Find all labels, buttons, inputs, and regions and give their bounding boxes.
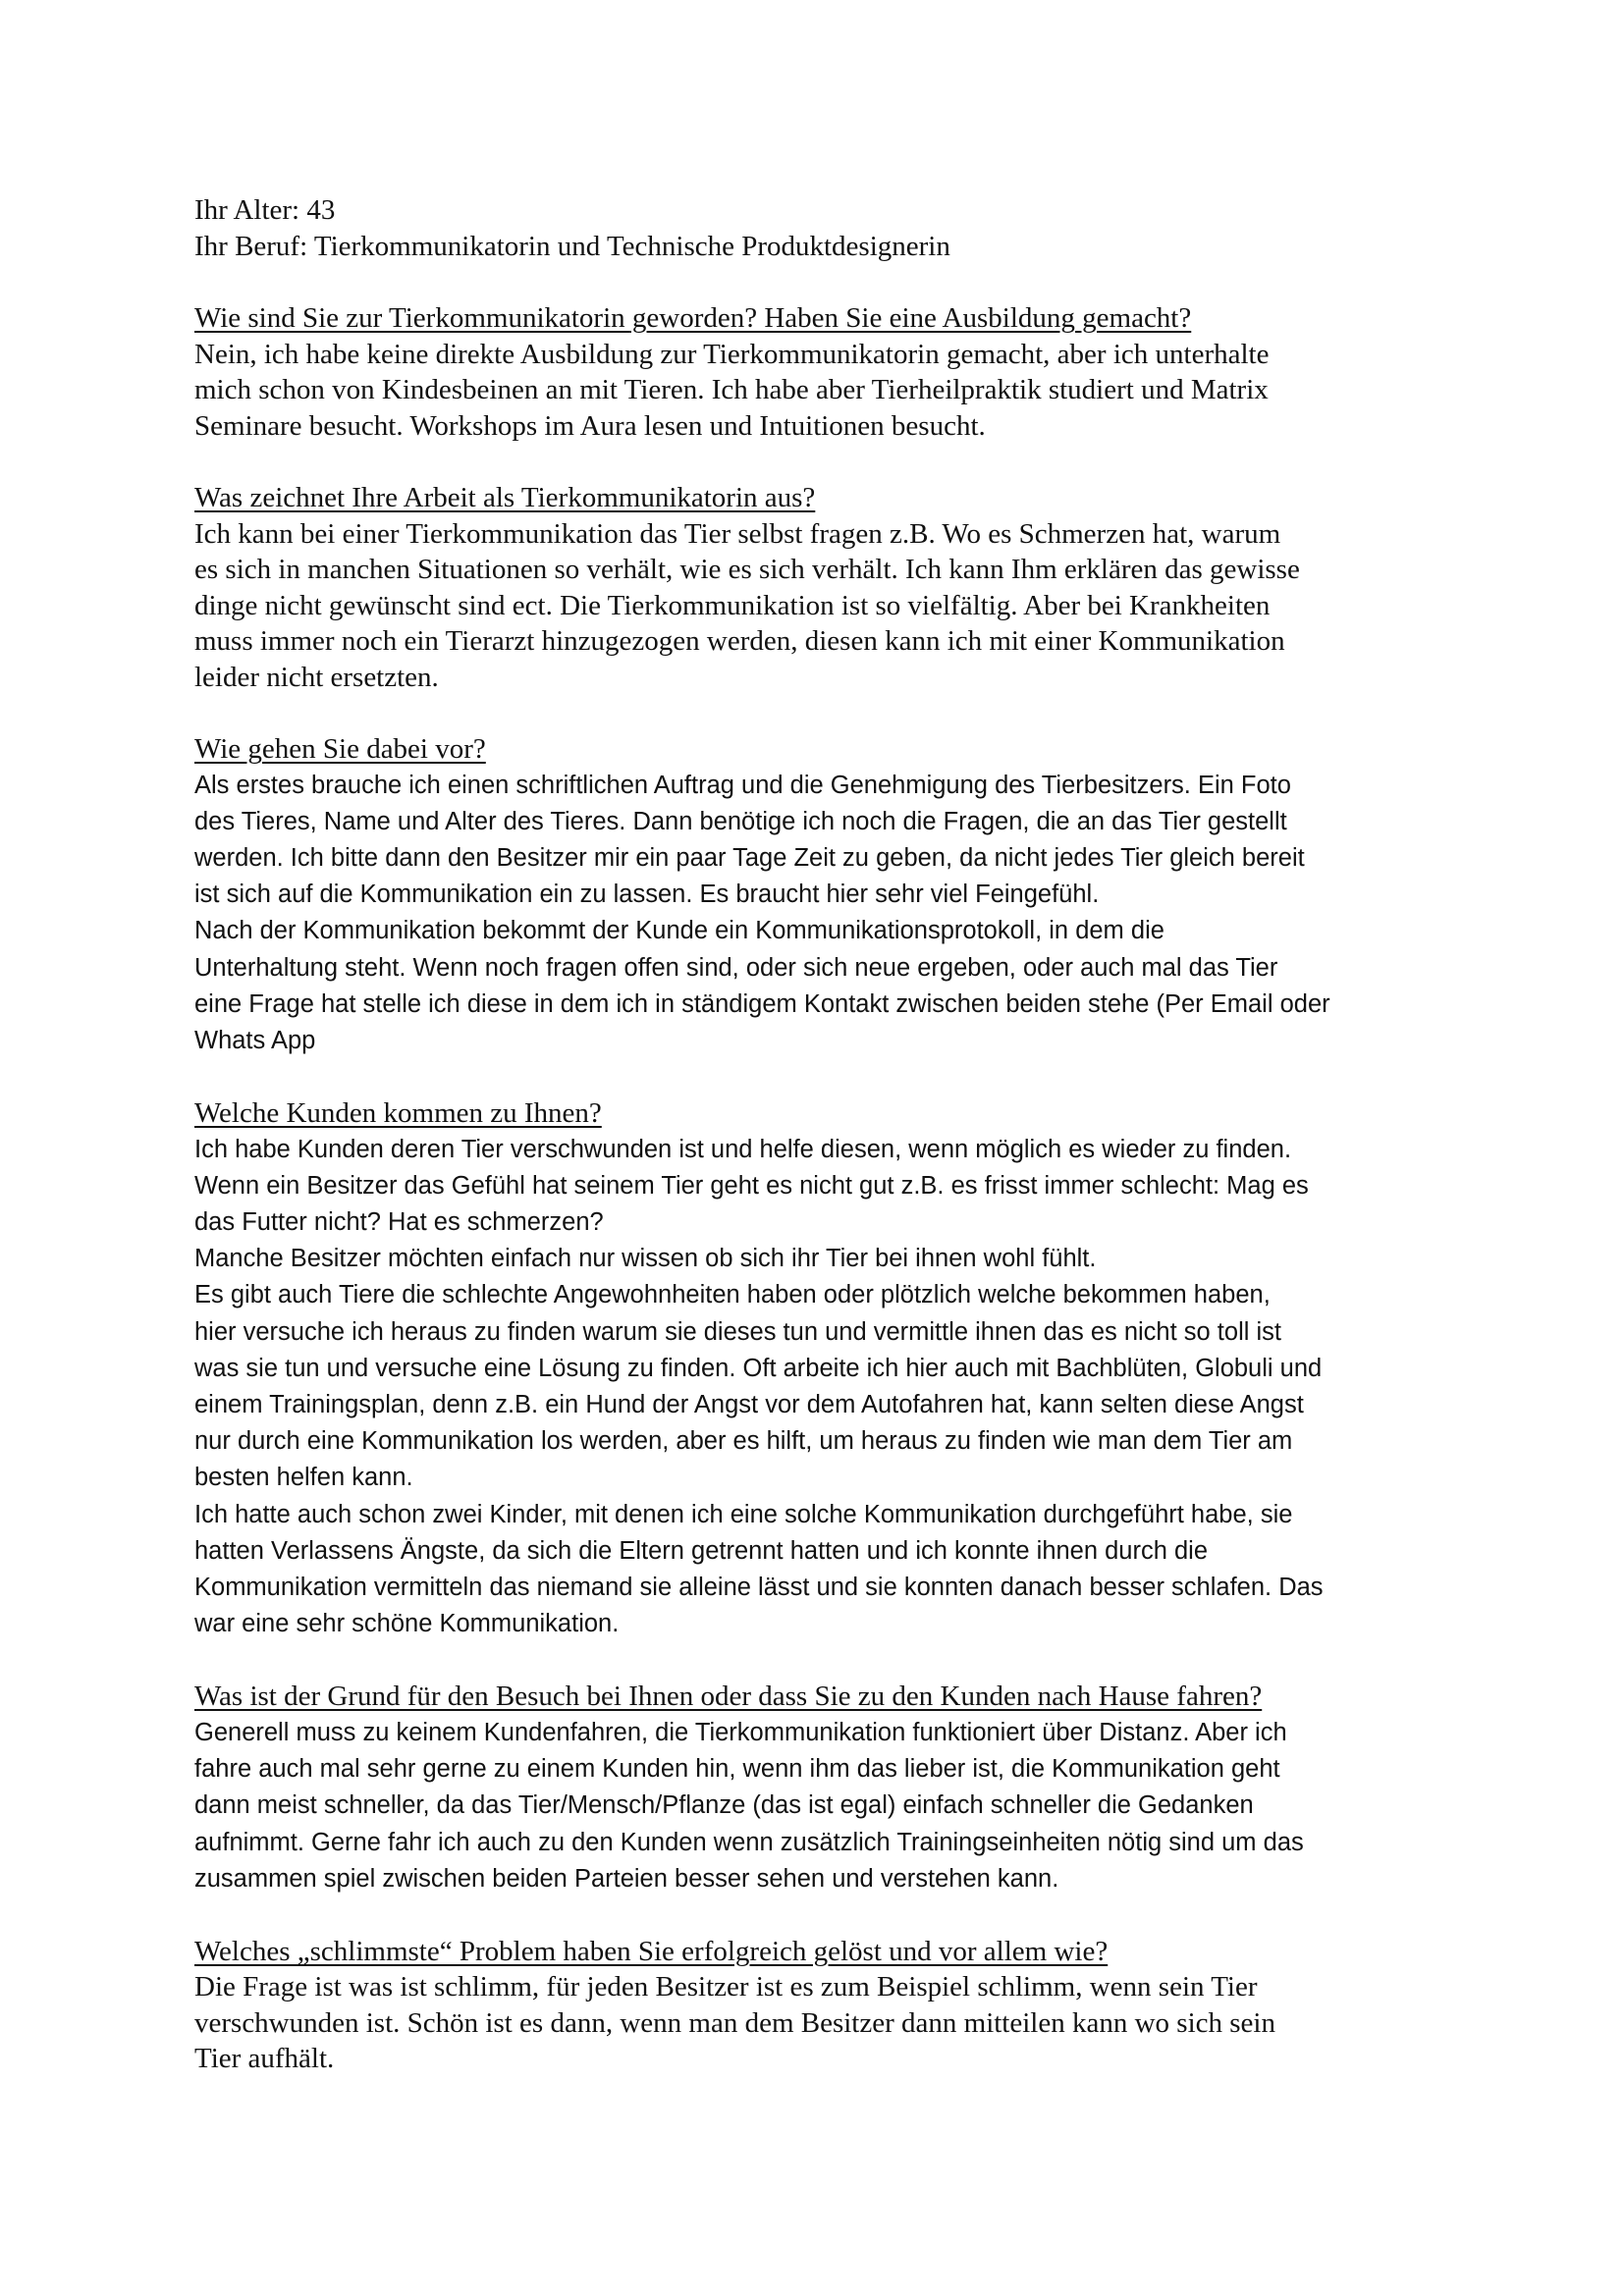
answer-line: nur durch eine Kommunikation los werden, aber es hilft, um heraus zu finden wie man dem Tier am: [194, 1427, 1293, 1456]
job-line: Ihr Beruf: Tierkommunikatorin und Technische Produktdesignerin: [194, 230, 950, 262]
answer-line: Tier aufhält.: [194, 2043, 335, 2075]
question-heading: Welche Kunden kommen zu Ihnen?: [194, 1097, 602, 1130]
question-heading: Was ist der Grund für den Besuch bei Ihnen oder dass Sie zu den Kunden nach Hause fahren?: [194, 1681, 1263, 1713]
answer-line: es sich in manchen Situationen so verhält, wie es sich verhält. Ich kann Ihm erklären das gewisse: [194, 554, 1300, 585]
answer-line: Kommunikation vermitteln das niemand sie alleine lässt und sie konnten danach besser schlafen. Das: [194, 1574, 1324, 1602]
answer-line: ist sich auf die Kommunikation ein zu lassen. Es braucht hier sehr viel Feingefühl.: [194, 881, 1100, 909]
age-line: Ihr Alter: 43: [194, 194, 336, 226]
spacer: [194, 264, 1461, 300]
answer-line: Nach der Kommunikation bekommt der Kunde ein Kommunikationsprotokoll, in dem die: [194, 917, 1164, 945]
answer-line: verschwunden ist. Schön ist es dann, wenn man dem Besitzer dann mitteilen kann wo sich sein: [194, 2006, 1275, 2039]
answer-line: leider nicht ersetzten.: [194, 661, 439, 693]
question-heading: Welches „schlimmste“ Problem haben Sie erfolgreich gelöst und vor allem wie?: [194, 1935, 1109, 1967]
answer-line: Unterhaltung steht. Wenn noch fragen offen sind, oder sich neue ergeben, oder auch mal das Tier: [194, 953, 1278, 982]
qa-section-visits: [194, 1679, 1461, 1897]
answer-line: fahre auch mal sehr gerne zu einem Kunden hin, wenn ihm das lieber ist, die Kommunikation geht: [194, 1755, 1280, 1784]
answer-line: Seminare besucht. Workshops im Aura lesen und Intuitionen besucht.: [194, 409, 986, 442]
answer-line: Als erstes brauche ich einen schriftlichen Auftrag und die Genehmigung des Tierbesitzers. Ein Foto: [194, 771, 1291, 799]
answer-line: Manche Besitzer möchten einfach nur wissen ob sich ihr Tier bei ihnen wohl fühlt.: [194, 1245, 1097, 1273]
answer-line: dann meist schneller, da das Tier/Mensch/Pflanze (das ist egal) einfach schneller die Gedanken: [194, 1791, 1254, 1820]
spacer: [194, 1897, 1461, 1934]
document-page: [194, 192, 1461, 2077]
answer-line: das Futter nicht? Hat es schmerzen?: [194, 1208, 604, 1237]
answer-line: zusammen spiel zwischen beiden Parteien besser sehen und verstehen kann.: [194, 1864, 1059, 1893]
document-header: [194, 192, 1461, 264]
answer-line: war eine sehr schöne Kommunikation.: [194, 1610, 620, 1638]
answer-line: Generell muss zu keinem Kundenfahren, die Tierkommunikation funktioniert über Distanz. Aber ich: [194, 1718, 1287, 1746]
answer-line: aufnimmt. Gerne fahr ich auch zu den Kunden wenn zusätzlich Trainingseinheiten nötig sind um das: [194, 1828, 1304, 1856]
answer-line: werden. Ich bitte dann den Besitzer mir ein paar Tage Zeit zu geben, da nicht jedes Tier gleich bereit: [194, 843, 1305, 872]
qa-section-education: [194, 300, 1461, 444]
answer-line: Nein, ich habe keine direkte Ausbildung zur Tierkommunikatorin gemacht, aber ich unterhalte: [194, 338, 1270, 370]
answer-line: muss immer noch ein Tierarzt hinzugezogen werden, diesen kann ich mit einer Kommunikation: [194, 625, 1285, 657]
answer-line: besten helfen kann.: [194, 1464, 413, 1492]
qa-section-procedure: [194, 731, 1461, 1059]
answer-line: des Tieres, Name und Alter des Tieres. Dann benötige ich noch die Fragen, die an das Tier gestellt: [194, 807, 1287, 835]
answer-line: Ich hatte auch schon zwei Kinder, mit denen ich eine solche Kommunikation durchgeführt habe, sie: [194, 1500, 1293, 1528]
answer-line: dinge nicht gewünscht sind ect. Die Tierkommunikation ist so vielfältig. Aber bei Krankheiten: [194, 589, 1271, 621]
question-heading: Wie sind Sie zur Tierkommunikatorin geworden? Haben Sie eine Ausbildung gemacht?: [194, 302, 1192, 334]
answer-line: mich schon von Kindesbeinen an mit Tieren. Ich habe aber Tierheilpraktik studiert und Matrix: [194, 374, 1269, 405]
answer-line: Whats App: [194, 1026, 316, 1054]
spacer: [194, 444, 1461, 480]
question-heading: Was zeichnet Ihre Arbeit als Tierkommunikatorin aus?: [194, 482, 816, 513]
qa-section-work: [194, 480, 1461, 695]
answer-line: eine Frage hat stelle ich diese in dem ich in ständigem Kontakt zwischen beiden stehe (Per Email oder: [194, 989, 1330, 1018]
answer-line: Es gibt auch Tiere die schlechte Angewohnheiten haben oder plötzlich welche bekommen haben,: [194, 1281, 1271, 1309]
spacer: [194, 1059, 1461, 1095]
answer-line: Ich habe Kunden deren Tier verschwunden ist und helfe diesen, wenn möglich es wieder zu finden.: [194, 1135, 1292, 1163]
answer-line: hier versuche ich heraus zu finden warum sie dieses tun und vermittle ihnen das es nicht so toll ist: [194, 1317, 1281, 1346]
qa-section-customers: [194, 1095, 1461, 1642]
answer-line: Ich kann bei einer Tierkommunikation das Tier selbst fragen z.B. Wo es Schmerzen hat, warum: [194, 517, 1281, 550]
answer-line: einem Trainingsplan, denn z.B. ein Hund der Angst vor dem Autofahren hat, kann selten diese Angst: [194, 1391, 1304, 1419]
answer-line: was sie tun und versuche eine Lösung zu finden. Oft arbeite ich hier auch mit Bachblüten, Globuli und: [194, 1354, 1323, 1382]
answer-line: hatten Verlassens Ängste, da sich die Eltern getrennt hatten und ich konnte ihnen durch die: [194, 1536, 1209, 1565]
answer-line: Wenn ein Besitzer das Gefühl hat seinem Tier geht es nicht gut z.B. es frisst immer schlecht: Mag es: [194, 1171, 1309, 1200]
spacer: [194, 695, 1461, 731]
qa-section-worst-problem: [194, 1934, 1461, 2077]
answer-line: Die Frage ist was ist schlimm, für jeden Besitzer ist es zum Beispiel schlimm, wenn sein Tier: [194, 1971, 1258, 2003]
spacer: [194, 1642, 1461, 1679]
question-heading: Wie gehen Sie dabei vor?: [194, 733, 486, 765]
